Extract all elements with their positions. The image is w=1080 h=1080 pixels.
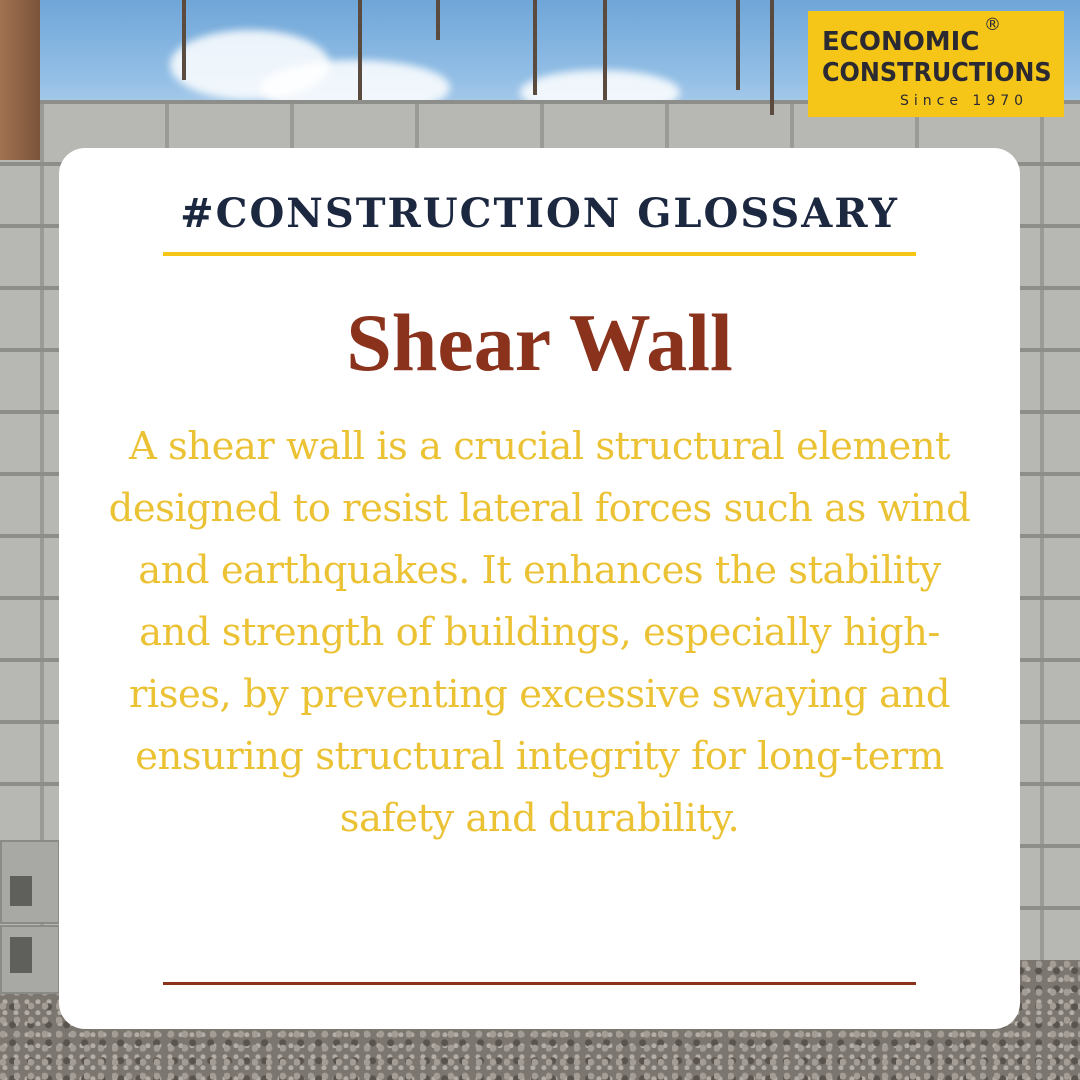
wood-post <box>0 0 40 160</box>
glossary-card <box>59 148 1020 1029</box>
term-definition: A shear wall is a crucial structural element designed to resist lateral forces such as wind and earthquakes. It enhances the stability and strength of buildings, especially high-rises, by preventing excessive swaying and ensuring structural integrity for long-term safety and durability. <box>108 424 971 841</box>
rebar <box>182 0 186 80</box>
heading-divider <box>163 252 916 256</box>
term-title: Shear Wall <box>346 297 733 388</box>
rebar <box>358 0 362 100</box>
glossary-heading: #CONSTRUCTION GLOSSARY <box>180 190 899 237</box>
company-logo <box>808 11 1064 117</box>
bottom-divider <box>163 982 916 985</box>
rebar <box>736 0 740 90</box>
rebar <box>603 0 607 100</box>
block-hole <box>10 876 32 906</box>
block-hole <box>10 937 32 973</box>
rebar <box>436 0 440 40</box>
logo-text-line2: CONSTRUCTIONS <box>822 58 1052 88</box>
logo-text-line1: ECONOMIC <box>822 27 980 57</box>
loose-cinder-block <box>0 840 60 924</box>
loose-cinder-block <box>0 925 60 994</box>
rebar <box>770 0 774 115</box>
rebar <box>533 0 537 95</box>
registered-mark: ® <box>984 15 1001 35</box>
logo-since-text: Since 1970 <box>900 93 1029 109</box>
